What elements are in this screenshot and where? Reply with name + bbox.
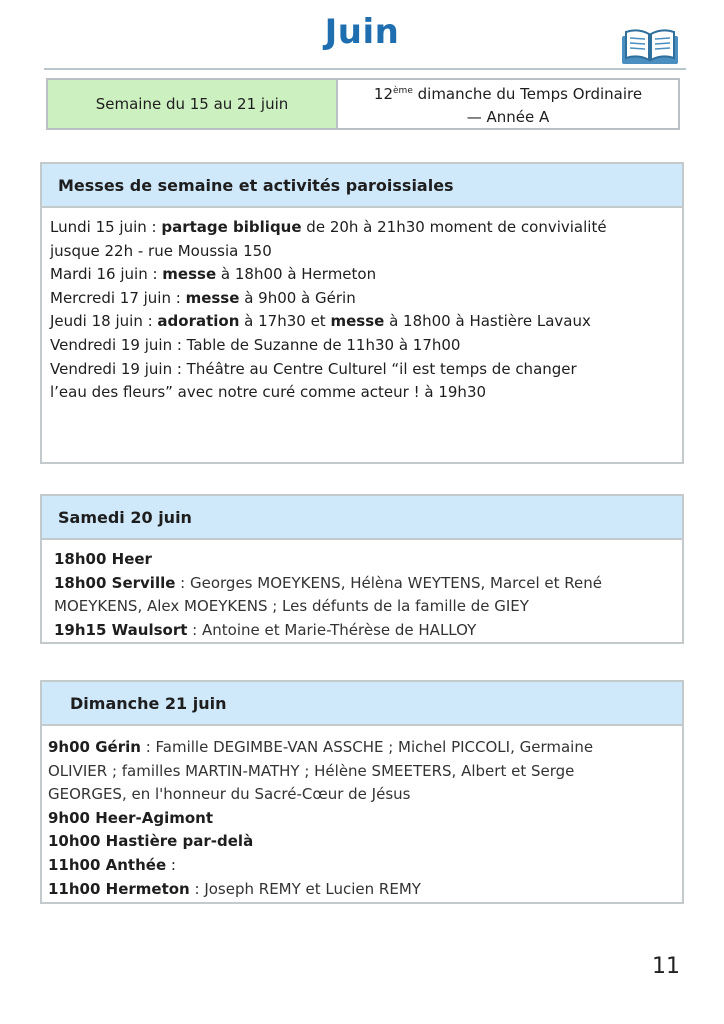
saturday-body [42,540,682,642]
weekday-section [40,162,684,464]
list-item: GEORGES, en l'honneur du Sacré-Cœur de Jésus [48,785,411,804]
open-book-icon [620,26,680,66]
saturday-header: Samedi 20 juin [42,496,682,540]
list-item: 9h00 Heer-Agimont [48,808,214,827]
list-item: 9h00 Gérin : Famille DEGIMBE-VAN ASSCHE ; Michel PICCOLI, Germaine [48,738,594,756]
week-label: Semaine du 15 au 21 juin [48,80,338,128]
sunday-title: 12ème dimanche du Temps Ordinaire — Année A [373,84,643,126]
saturday-section [40,494,684,644]
list-item: Mardi 16 juin : messe à 18h00 à Hermeton [50,265,377,284]
list-item: 18h00 Heer [54,550,152,568]
list-item: Mercredi 17 juin : messe à 9h00 à Gérin [50,288,356,307]
title-divider [44,68,686,70]
week-info-table [46,78,680,130]
page-number: 11 [652,954,680,979]
list-item: jusque 22h - rue Moussia 150 [50,241,272,260]
list-item: MOEYKENS, Alex MOEYKENS ; Les défunts de la famille de GIEY [54,597,529,616]
list-item: 18h00 Serville : Georges MOEYKENS, Hélèna WEYTENS, Marcel et René [54,573,602,592]
list-item: 19h15 Waulsort : Antoine et Marie-Thérèse de HALLOY [54,620,477,639]
list-item: l’eau des fleurs” avec notre curé comme acteur ! à 19h30 [50,383,487,402]
sunday-section [40,680,684,904]
list-item: 11h00 Anthée : [48,855,176,874]
sunday-header: Dimanche 21 juin [42,682,682,726]
list-item: 11h00 Hermeton : Joseph REMY et Lucien REMY [48,879,421,898]
weekday-header: Messes de semaine et activités paroissiales [42,164,682,208]
list-item: Jeudi 18 juin : adoration à 17h30 et messe à 18h00 à Hastière Lavaux [50,312,591,331]
page-title: Juin [324,12,400,52]
list-item: Vendredi 19 juin : Table de Suzanne de 11h30 à 17h00 [50,335,461,354]
list-item: 10h00 Hastière par-delà [48,832,254,851]
list-item: Lundi 15 juin : partage biblique de 20h à 21h30 moment de convivialité [50,218,607,236]
list-item: OLIVIER ; familles MARTIN-MATHY ; Hélène SMEETERS, Albert et Serge [48,761,575,780]
list-item: Vendredi 19 juin : Théâtre au Centre Culturel “il est temps de changer [50,359,577,378]
sunday-body [42,726,682,901]
weekday-body [42,208,682,405]
